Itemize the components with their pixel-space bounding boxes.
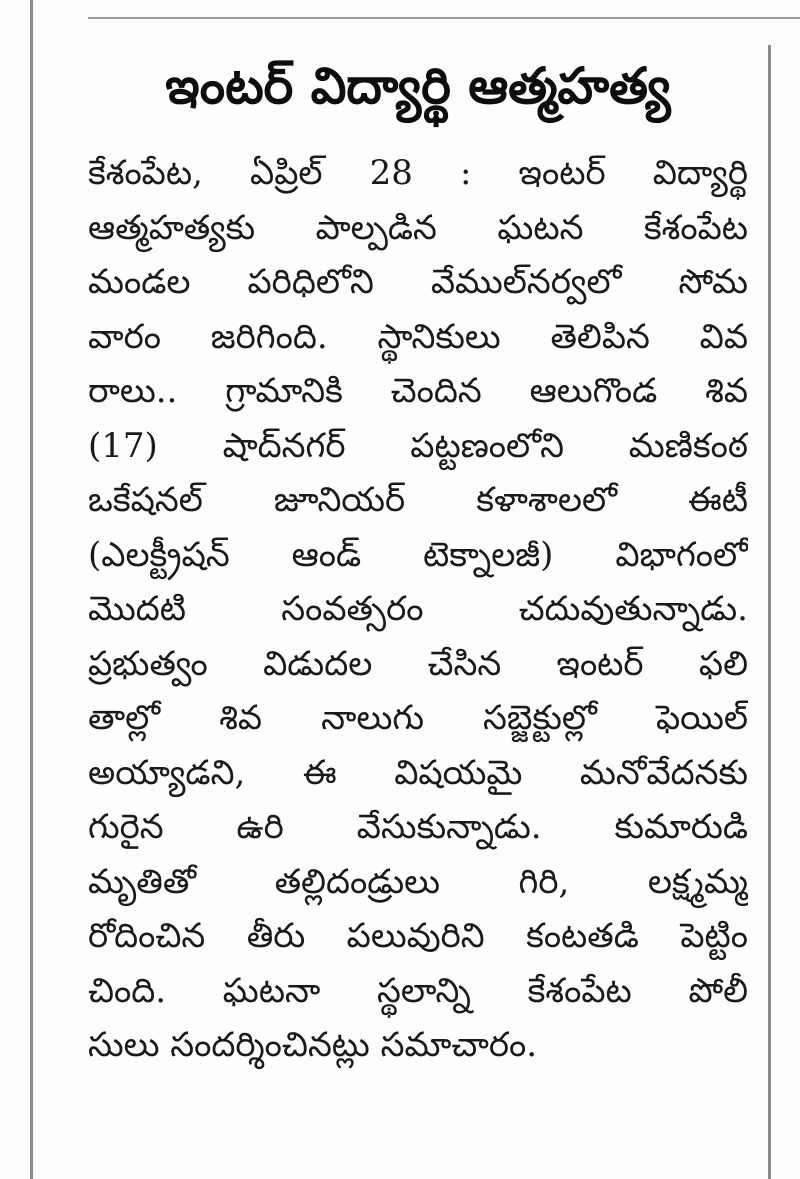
body-line: అయ్యాడని, ఈ విషయమై మనోవేదనకు [88,752,748,793]
body-line: మొదటి సంవత్సరం చదువుతున్నాడు. [88,589,748,629]
body-line: ఆత్మహత్యకు పాల్పడిన ఘటన కేశంపేట [88,207,748,248]
body-line: సులు సందర్శించినట్లు సమాచారం. [88,1025,538,1065]
body-line: ఒకేషనల్ జూనియర్ కళాశాలలో ఈటీ [88,480,748,520]
body-line: రాలు.. గ్రామానికి చెందిన ఆలుగొండ శివ [88,371,748,411]
body-line: కేశంపేట, ఏప్రిల్ 28 : ఇంటర్ విద్యార్థి [88,153,748,193]
article-headline: ఇంటర్ విద్యార్థి ఆత్మహత్య [165,57,671,115]
article-body [88,146,748,1073]
body-line: ప్రభుత్వం విడుదల చేసిన ఇంటర్ ఫలి [88,643,748,684]
body-line: వారం జరిగింది. స్థానికులు తెలిపిన వివ [88,316,748,357]
body-line: చింది. ఘటనా స్థలాన్ని కేశంపేట పోలీ [88,970,748,1011]
body-line: మృతితో తల్లిదండ్రులు గిరి, లక్ష్మమ్మ [88,861,748,902]
body-line: తాల్లో శివ నాలుగు సబ్జెక్టుల్లో ఫెయిల్ [88,698,748,738]
body-line: రోదించిన తీరు పలువురిని కంటతడి పెట్టిం [88,916,748,956]
body-line: (17) షాద్‌నగర్ పట్టణంలోని మణికంఠ [88,425,748,466]
right-column-rule [768,45,771,1179]
body-line: గురైన ఉరి వేసుకున్నాడు. కుమారుడి [88,807,748,847]
article [88,40,748,1073]
body-line: మండల పరిధిలోని వేముల్‌నర్వలో సోమ [88,262,748,302]
body-line: (ఎలక్ట్రీషన్ ఆండ్ టెక్నాలజీ) విభాగంలో [88,534,748,575]
left-column-rule [30,0,33,1179]
top-rule [88,17,800,19]
